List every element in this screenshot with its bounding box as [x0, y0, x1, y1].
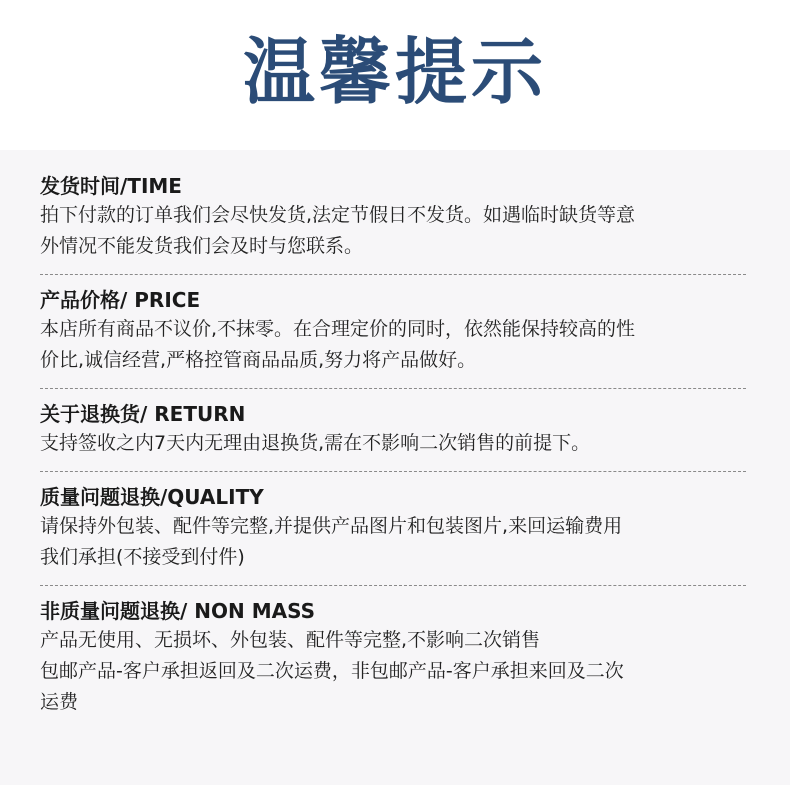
section-text-line: 包邮产品-客户承担返回及二次运费，非包邮产品-客户承担来回及二次 — [40, 660, 624, 682]
section-text-line: 价比,诚信经营,严格控管商品品质,努力将产品做好。 — [40, 349, 477, 371]
page-title: 温馨提示 — [242, 30, 547, 114]
section-text-line: 我们承担(不接受到付件) — [40, 546, 245, 568]
section-price — [40, 286, 752, 376]
section-heading: 非质量问题退换/ NON MASS — [40, 599, 315, 623]
section-text-line: 运费 — [40, 691, 79, 713]
dashed-divider — [40, 585, 746, 586]
dashed-divider — [40, 471, 746, 472]
section-heading: 发货时间/TIME — [40, 174, 182, 198]
notice-sections — [40, 172, 752, 718]
dashed-divider — [40, 274, 746, 275]
dashed-divider — [40, 388, 746, 389]
section-shipping-time — [40, 172, 752, 262]
section-text-line: 请保持外包装、配件等完整,并提供产品图片和包装图片,来回运输费用 — [40, 515, 623, 537]
section-return — [40, 400, 752, 459]
section-non-quality — [40, 597, 752, 718]
section-heading: 质量问题退换/QUALITY — [40, 485, 264, 509]
section-quality — [40, 483, 752, 573]
title-band — [0, 0, 790, 150]
section-text-line: 本店所有商品不议价,不抹零。在合理定价的同时，依然能保持较高的性 — [40, 318, 636, 340]
section-text-line: 外情况不能发货我们会及时与您联系。 — [40, 235, 364, 257]
section-text-line: 拍下付款的订单我们会尽快发货,法定节假日不发货。如遇临时缺货等意 — [40, 204, 636, 226]
section-heading: 产品价格/ PRICE — [40, 288, 201, 312]
section-text-line: 产品无使用、无损坏、外包装、配件等完整,不影响二次销售 — [40, 629, 541, 651]
section-heading: 关于退换货/ RETURN — [40, 402, 246, 426]
section-text-line: 支持签收之内7天内无理由退换货,需在不影响二次销售的前提下。 — [40, 432, 591, 454]
